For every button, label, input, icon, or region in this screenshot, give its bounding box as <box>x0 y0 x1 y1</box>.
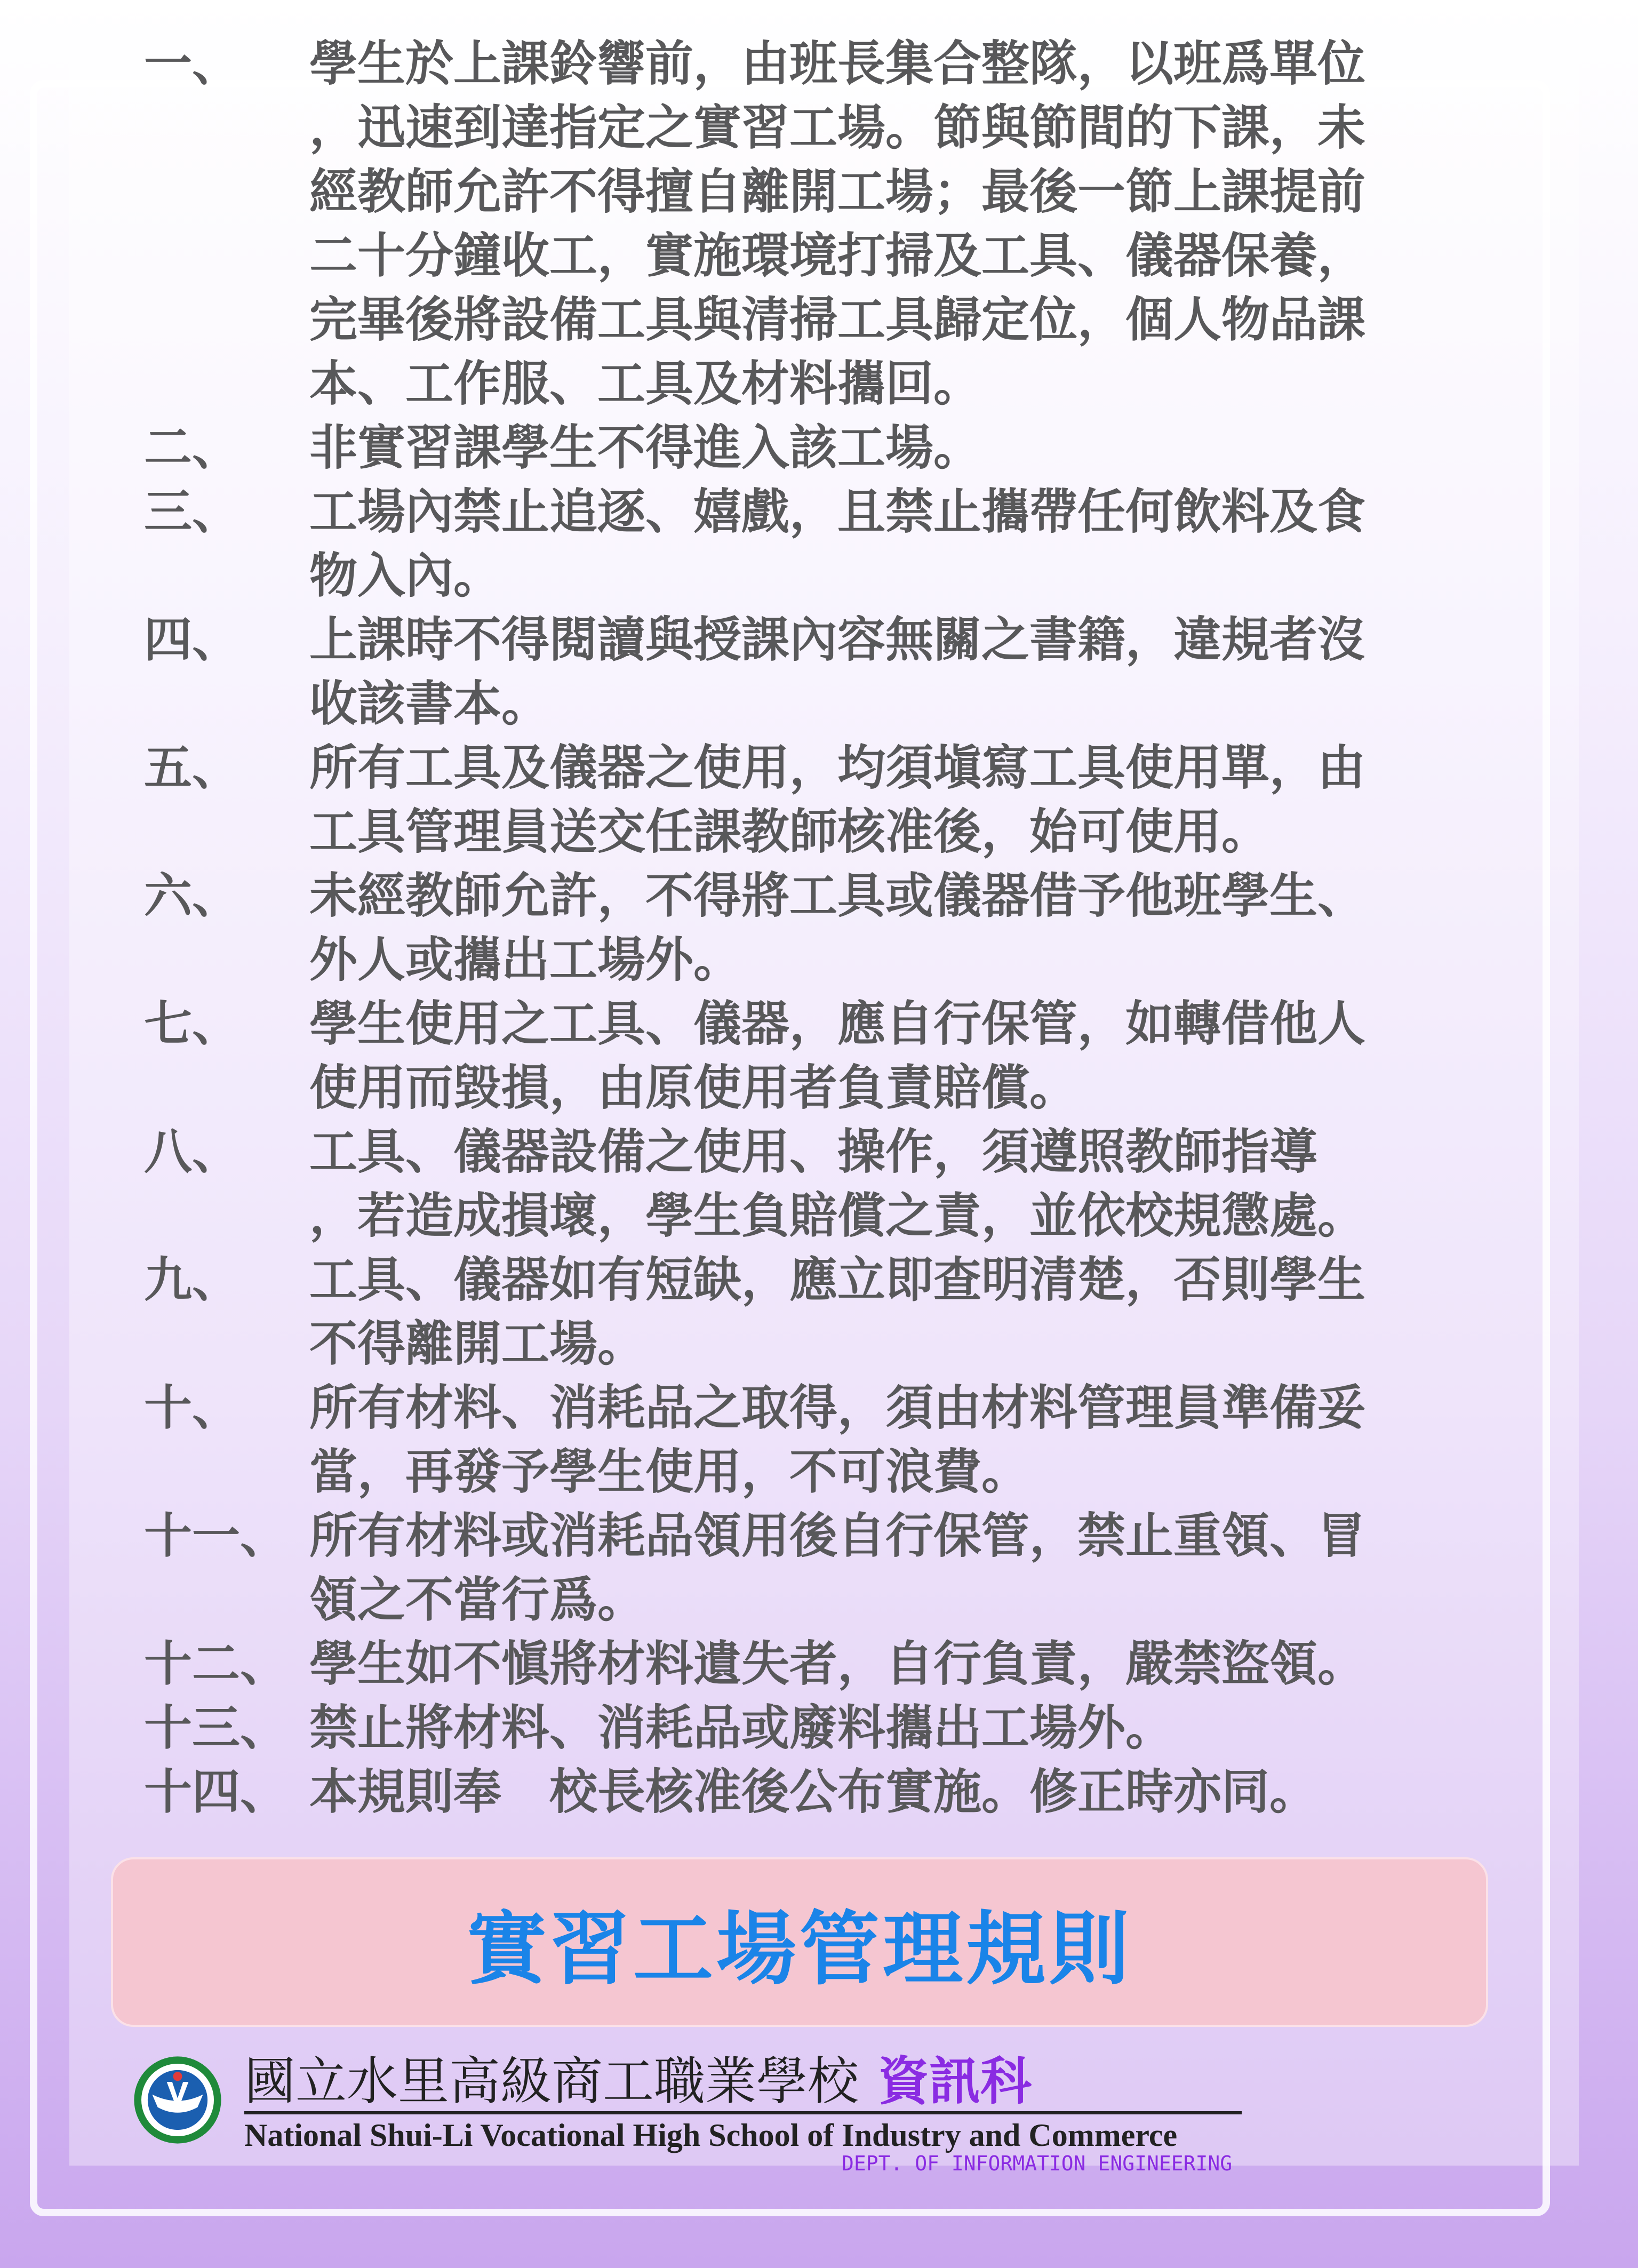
rule-text-line: 未經教師允許，不得將工具或儀器借予他班學生、 <box>309 868 1365 924</box>
rule-number: 二、 <box>144 420 240 476</box>
school-emblem-icon <box>132 2055 223 2145</box>
rule-text-line: 所有材料或消耗品領用後自行保管，禁止重領、冒 <box>309 1508 1365 1564</box>
rule-text-line: 學生於上課鈴響前，由班長集合整隊，以班爲單位 <box>309 36 1365 92</box>
department-name-zh: 資訊科 <box>878 2051 1032 2111</box>
footer-underline <box>244 2111 1242 2114</box>
rule-text-line: 所有材料、消耗品之取得，須由材料管理員準備妥 <box>309 1380 1365 1436</box>
rule-text-line: 非實習課學生不得進入該工場。 <box>309 420 981 476</box>
school-name-zh <box>244 2049 1032 2113</box>
rule-text-line: ，若造成損壞，學生負賠償之責，並依校規懲處。 <box>309 1188 1365 1244</box>
rule-item <box>144 416 1488 480</box>
rule-text-line: 學生如不愼將材料遺失者，自行負責，嚴禁盜領。 <box>309 1636 1365 1692</box>
rule-text-line: 所有工具及儀器之使用，均須塡寫工具使用單，由 <box>309 740 1365 796</box>
rule-text-line: 學生使用之工具、儀器，應自行保管，如轉借他人 <box>309 996 1365 1052</box>
school-name-en: National Shui-Li Vocational High School of Industry and Commerce <box>244 2118 1178 2153</box>
rule-number: 十、 <box>144 1380 240 1436</box>
rule-text-line: 不得離開工場。 <box>309 1316 645 1372</box>
school-footer <box>132 2049 1242 2175</box>
rule-item <box>144 1632 1488 1696</box>
rule-text-line: 當，再發予學生使用，不可浪費。 <box>309 1444 1029 1500</box>
rule-item <box>144 480 1488 608</box>
rule-text-line: ，迅速到達指定之實習工場。節與節間的下課，未 <box>309 100 1365 156</box>
rule-text-line: 上課時不得閱讀與授課內容無關之書籍，違規者沒 <box>309 612 1365 668</box>
rule-item <box>144 864 1488 992</box>
rule-text-line: 工具、儀器如有短缺，應立即查明清楚，否則學生 <box>309 1252 1365 1308</box>
rule-text-line: 完畢後將設備工具與清掃工具歸定位，個人物品課 <box>309 292 1365 348</box>
rule-item <box>144 1504 1488 1632</box>
rule-text-line: 禁止將材料、消耗品或廢料攜出工場外。 <box>309 1700 1173 1756</box>
rule-number: 九、 <box>144 1252 240 1308</box>
rule-number: 十二、 <box>144 1636 288 1692</box>
rule-number: 十一、 <box>144 1508 288 1564</box>
rule-item <box>144 1760 1488 1824</box>
rule-text-line: 外人或攜出工場外。 <box>309 932 741 988</box>
rule-number: 一、 <box>144 36 240 92</box>
department-name-en: DEPT. OF INFORMATION ENGINEERING <box>842 2152 1233 2175</box>
rule-text-line: 物入內。 <box>309 548 501 604</box>
rule-text-line: 本、工作服、工具及材料攜回。 <box>309 356 981 412</box>
rule-item <box>144 32 1488 416</box>
rule-text-line: 工具、儀器設備之使用、操作，須遵照教師指導 <box>309 1124 1317 1180</box>
page-title: 實習工場管理規則 <box>466 1903 1132 1996</box>
rule-item <box>144 1696 1488 1760</box>
rule-number: 六、 <box>144 868 240 924</box>
title-banner <box>111 1857 1488 2027</box>
rule-text-line: 工場內禁止追逐、嬉戲，且禁止攜帶任何飲料及食 <box>309 484 1365 540</box>
rule-item <box>144 736 1488 864</box>
rule-number: 三、 <box>144 484 240 540</box>
rule-item <box>144 1248 1488 1376</box>
rule-text-line: 本規則奉 校長核准後公布實施。修正時亦同。 <box>309 1764 1317 1820</box>
rule-text-line: 使用而毀損，由原使用者負責賠償。 <box>309 1060 1077 1116</box>
rule-number: 八、 <box>144 1124 240 1180</box>
rule-text-line: 二十分鐘收工，實施環境打掃及工具、儀器保養， <box>309 228 1365 284</box>
rule-number: 十四、 <box>144 1764 288 1820</box>
rule-number: 四、 <box>144 612 240 668</box>
rules-list <box>144 32 1488 1824</box>
rule-item <box>144 608 1488 736</box>
rule-number: 十三、 <box>144 1700 288 1756</box>
rule-item <box>144 992 1488 1120</box>
rule-text-line: 領之不當行爲。 <box>309 1572 645 1628</box>
rule-number: 五、 <box>144 740 240 796</box>
rule-number: 七、 <box>144 996 240 1052</box>
rule-item <box>144 1120 1488 1248</box>
rule-text-line: 經教師允許不得擅自離開工場；最後一節上課提前 <box>309 164 1365 220</box>
rule-text-line: 收該書本。 <box>309 676 549 732</box>
rule-text-line: 工具管理員送交任課教師核准後，始可使用。 <box>309 804 1269 860</box>
school-name-text: 國立水里高級商工職業學校 <box>244 2051 859 2111</box>
rule-item <box>144 1376 1488 1504</box>
